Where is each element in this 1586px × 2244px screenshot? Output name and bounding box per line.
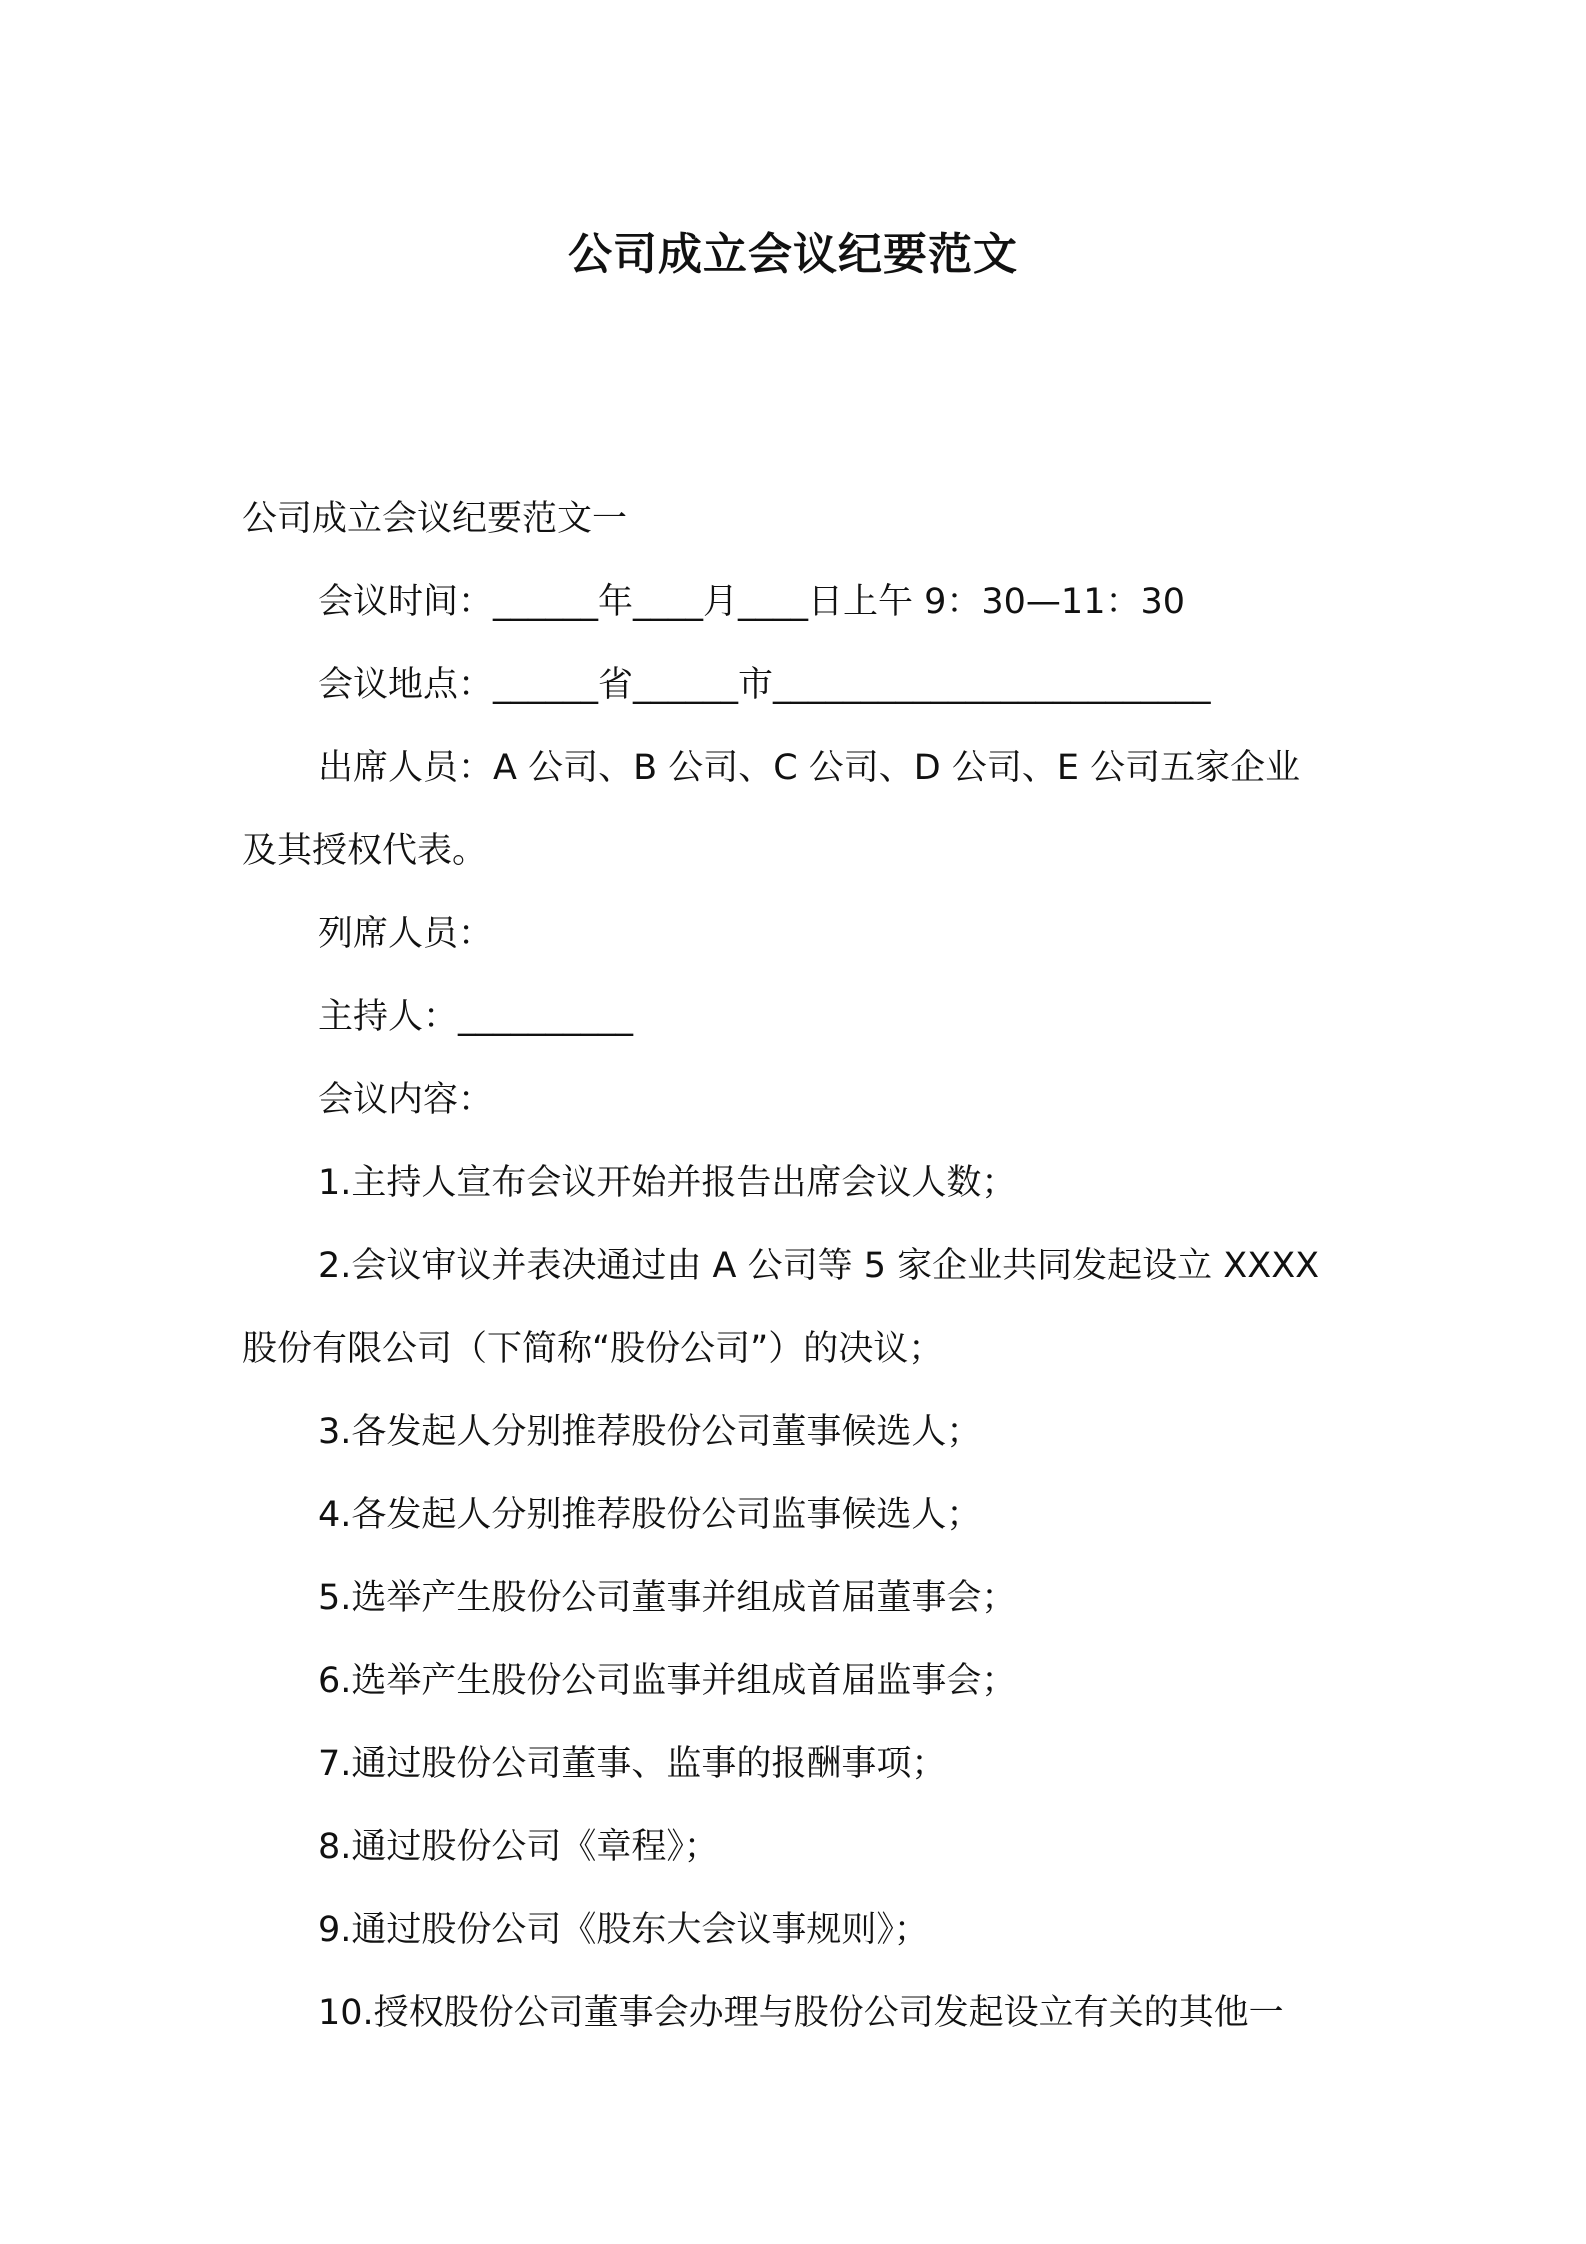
host: 主持人：__________ bbox=[318, 997, 634, 1037]
content-heading: 会议内容： bbox=[318, 1080, 494, 1120]
agenda-item: 5.选举产生股份公司董事并组成首届董事会； bbox=[318, 1578, 1017, 1618]
document-title: 公司成立会议纪要范文 bbox=[568, 229, 1018, 280]
agenda-item: 10.授权股份公司董事会办理与股份公司发起设立有关的其他一 bbox=[318, 1993, 1284, 2033]
agenda-item: 2.会议审议并表决通过由 A 公司等 5 家企业共同发起设立 XXXX bbox=[318, 1246, 1320, 1286]
agenda-item: 4.各发起人分别推荐股份公司监事候选人； bbox=[318, 1495, 982, 1535]
agenda-item: 9.通过股份公司《股东大会议事规则》； bbox=[318, 1910, 929, 1950]
agenda-item-continuation: 股份有限公司（下简称“股份公司”）的决议； bbox=[242, 1329, 944, 1369]
nonvoting-attendees: 列席人员： bbox=[318, 914, 494, 954]
agenda-item: 3.各发起人分别推荐股份公司董事候选人； bbox=[318, 1412, 982, 1452]
section-heading: 公司成立会议纪要范文一 bbox=[242, 499, 628, 539]
document-body bbox=[242, 478, 1352, 2055]
agenda-item: 7.通过股份公司董事、监事的报酬事项； bbox=[318, 1744, 947, 1784]
attendees-line-1: 出席人员：A 公司、B 公司、C 公司、D 公司、E 公司五家企业 bbox=[318, 748, 1301, 788]
agenda-item: 6.选举产生股份公司监事并组成首届监事会； bbox=[318, 1661, 1017, 1701]
agenda-item: 8.通过股份公司《章程》； bbox=[318, 1827, 719, 1867]
agenda-item: 1.主持人宣布会议开始并报告出席会议人数； bbox=[318, 1163, 1017, 1203]
meeting-time: 会议时间：______年____月____日上午 9：30—11：30 bbox=[318, 582, 1186, 622]
attendees-line-2: 及其授权代表。 bbox=[242, 831, 488, 871]
meeting-place: 会议地点：______省______市_________________________ bbox=[318, 665, 1211, 705]
